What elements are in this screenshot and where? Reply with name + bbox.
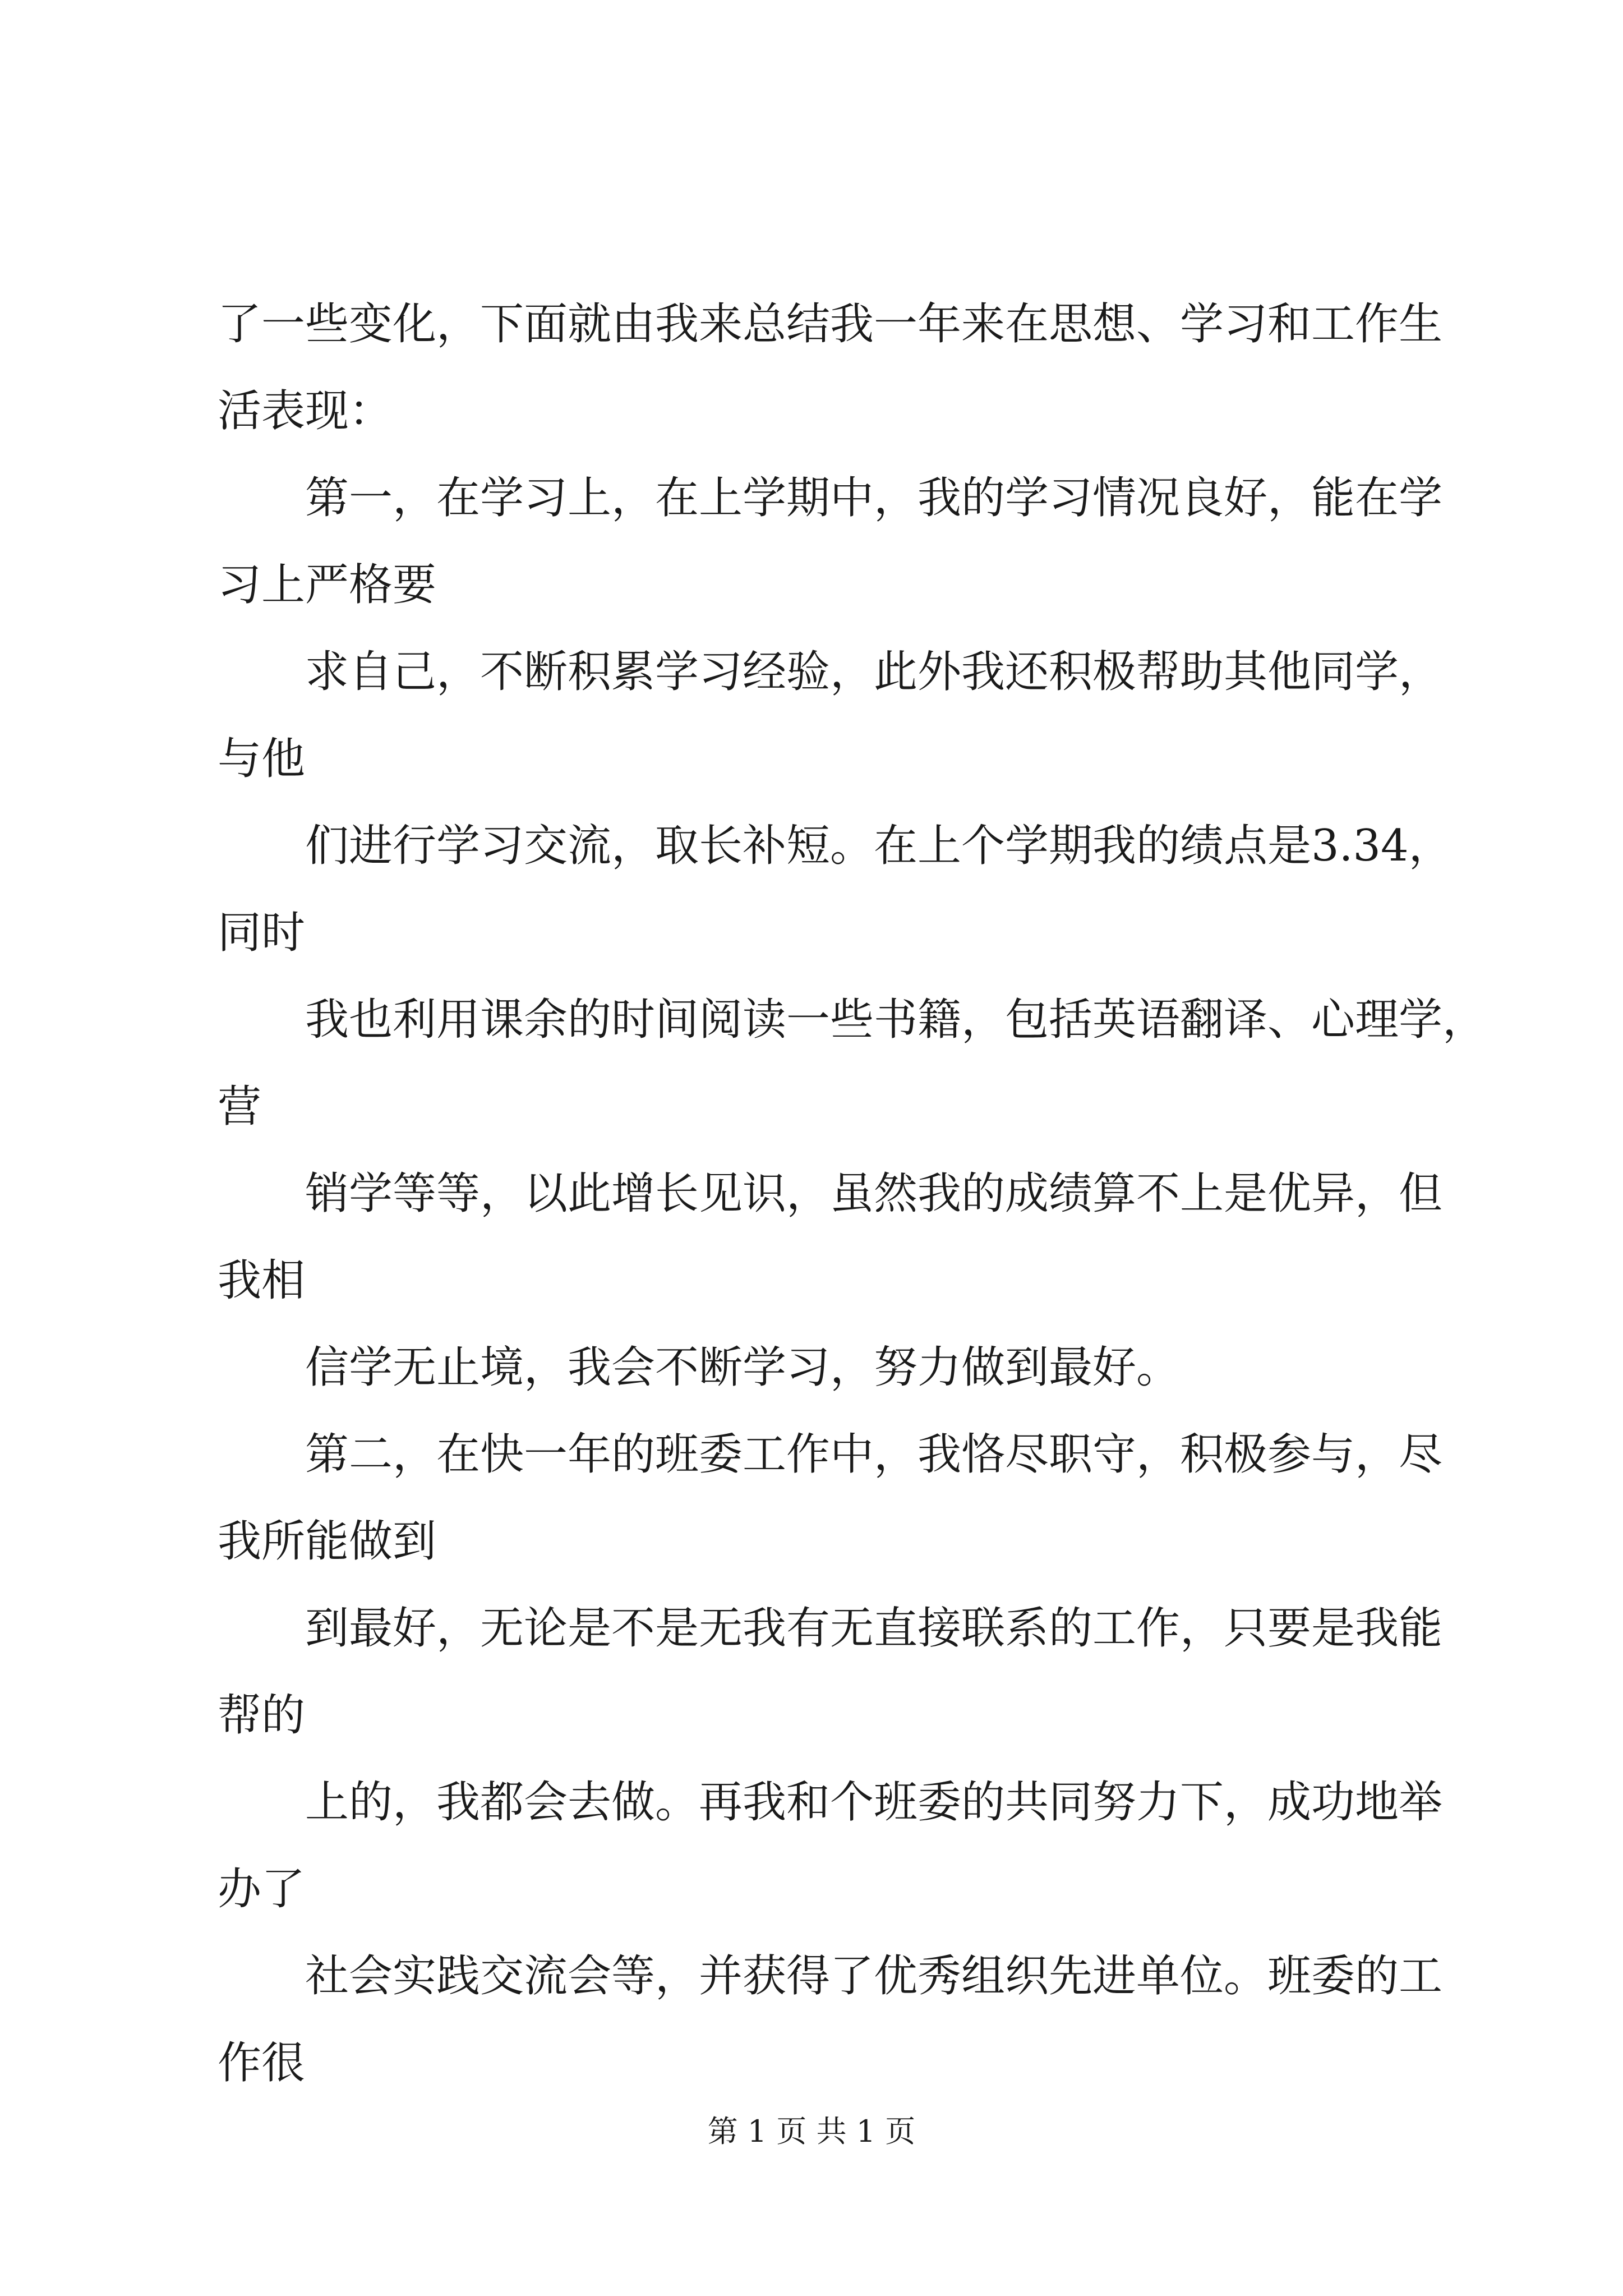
text-line: 上的，我都会去做。再我和个班委的共同努力下，成功地举 [218, 1777, 1443, 1828]
text-line: 销学等等，以此增长见识，虽然我的成绩算不上是优异，但 [218, 1168, 1443, 1219]
text-line: 信学无止境，我会不断学习，努力做到最好。 [218, 1342, 1181, 1393]
page-number: 第 1 页 共 1 页 [707, 2114, 916, 2149]
text-line: 我所能做到 [218, 1516, 437, 1567]
text-line: 习上严格要 [218, 560, 437, 610]
text-line: 们进行学习交流，取长补短。在上个学期我的绩点是3.34， [218, 821, 1453, 871]
text-line: 我相 [218, 1255, 306, 1306]
text-line: 同时 [218, 908, 306, 958]
text-line: 办了 [218, 1864, 306, 1915]
page-footer [0, 2109, 1623, 2154]
text-line: 了一些变化，下面就由我来总结我一年来在思想、学习和工作生 [218, 299, 1443, 349]
text-line: 第一，在学习上，在上学期中，我的学习情况良好，能在学 [218, 473, 1443, 523]
text-line: 与他 [218, 734, 306, 784]
text-line: 活表现： [218, 386, 393, 436]
text-line: 第二，在快一年的班委工作中，我恪尽职守，积极参与，尽 [218, 1429, 1443, 1480]
text-line: 营 [218, 1082, 262, 1132]
text-line: 作很 [218, 2038, 306, 2088]
text-line: 帮的 [218, 1690, 306, 1741]
text-line: 社会实践交流会等，并获得了优秀组织先进单位。班委的工 [218, 1951, 1443, 2001]
text-line: 到最好，无论是不是无我有无直接联系的工作，只要是我能 [218, 1603, 1443, 1654]
text-line: 求自己，不断积累学习经验，此外我还积极帮助其他同学， [218, 647, 1443, 697]
text-line: 我也利用课余的时间阅读一些书籍，包括英语翻译、心理学， [218, 995, 1487, 1045]
